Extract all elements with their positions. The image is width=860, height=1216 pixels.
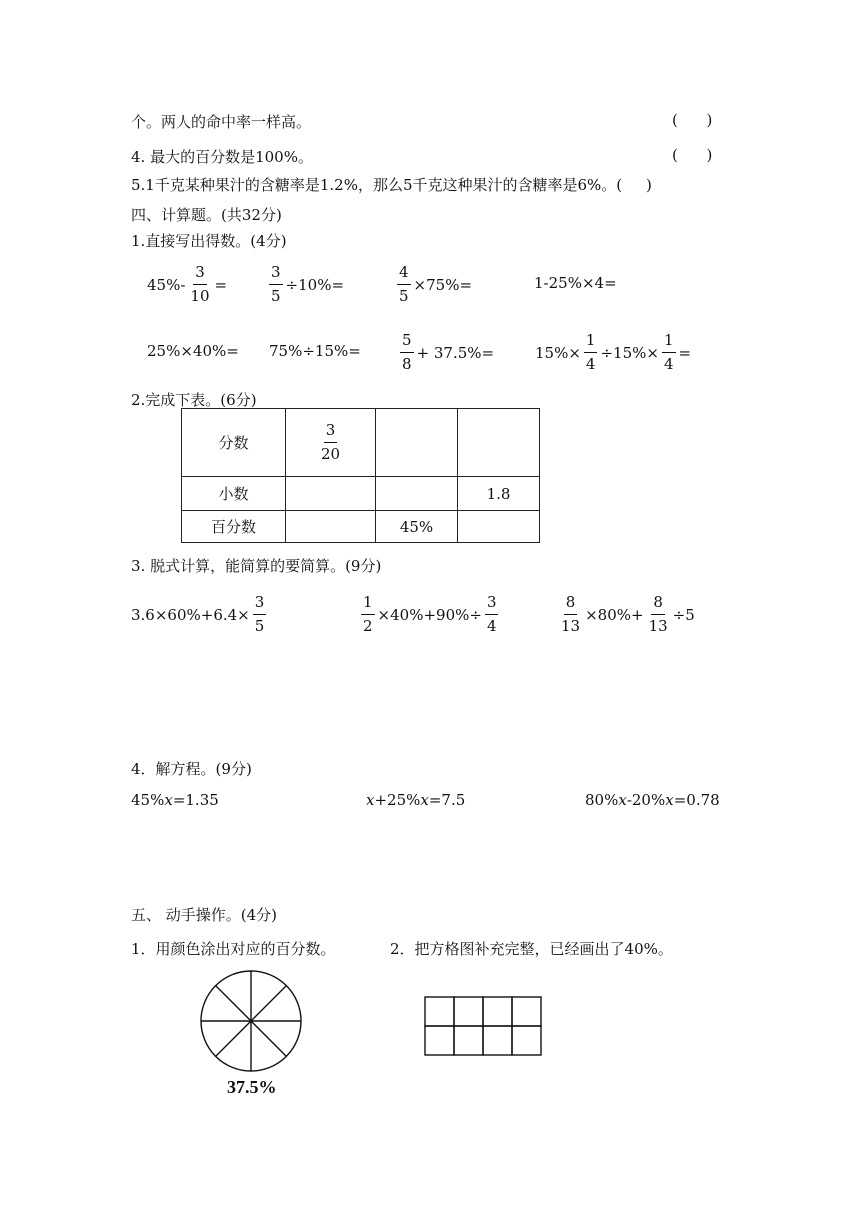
task-1: 1．用颜色涂出对应的百分数。 (131, 940, 336, 958)
grid-cell (454, 1026, 483, 1055)
q1-item-6: 75%÷15%= (269, 342, 361, 360)
q1-item-7: $\frac{5}{8}$ + 37.5%= (402, 331, 495, 374)
judgement-line-3-tail: 个。两人的命中率一样高。 (131, 113, 312, 131)
q4-title: 4．解方程。(9分) (131, 760, 252, 778)
cell-blank[interactable] (286, 477, 376, 511)
q1-title: 1.直接写出得数。(4分) (131, 232, 287, 250)
fraction: $\frac{3}{10}$ (190, 263, 210, 306)
q1-item-8: 15%× $\frac{1}{4}$ ÷15%× $\frac{1}{4}$ = (535, 331, 692, 374)
grid-cell (512, 997, 541, 1026)
fraction: $\frac{8}{13}$ (561, 593, 581, 636)
grid-cell (425, 1026, 454, 1055)
q1-item-4: 1-25%×4= (534, 274, 617, 292)
grid-cell (425, 997, 454, 1026)
fraction: $\frac{1}{4}$ (663, 331, 674, 374)
answer-paren-3[interactable]: ( ) (672, 111, 713, 129)
q1-item-3: $\frac{4}{5}$ ×75%= (399, 263, 473, 306)
fraction: $\frac{5}{8}$ (402, 331, 412, 374)
fraction: $\frac{3}{5}$ (254, 593, 265, 636)
section5-heading: 五、 动手操作。(4分) (131, 906, 278, 924)
cell-blank[interactable] (376, 409, 458, 477)
judgement-line-5: 5.1千克某种果汁的含糖率是1.2%，那么5千克这种果汁的含糖率是6%。( ) (131, 176, 652, 194)
fraction: $\frac{1}{2}$ (363, 593, 373, 636)
grid-cell (483, 997, 512, 1026)
cell-blank[interactable] (376, 477, 458, 511)
fraction: $\frac{1}{4}$ (585, 331, 596, 374)
row-label-fraction: 分数 (182, 409, 286, 477)
grid-cell (454, 997, 483, 1026)
fraction: $\frac{3}{4}$ (486, 593, 497, 636)
cell-fraction-given (286, 409, 376, 477)
cell-percent-given: 45% (376, 511, 458, 543)
q3-expression-2: $\frac{1}{2}$ ×40%+90%÷ $\frac{3}{4}$ (363, 593, 497, 636)
pie-circle[interactable] (196, 966, 306, 1076)
cell-blank[interactable] (286, 511, 376, 543)
grid-cell (512, 1026, 541, 1055)
task-2: 2．把方格图补充完整，已经画出了40%。 (390, 940, 673, 958)
section4-heading: 四、计算题。(共32分) (131, 206, 282, 224)
judgement-line-4: 4. 最大的百分数是100%。 (131, 148, 313, 166)
cell-blank[interactable] (458, 409, 540, 477)
fraction: $\frac{3}{20}$ (320, 420, 341, 463)
fraction: $\frac{8}{13}$ (648, 593, 668, 636)
conversion-table (181, 408, 540, 543)
q1-item-2: $\frac{3}{5}$ ÷10%= (271, 263, 345, 306)
circle-percent-label: 37.5% (227, 1077, 277, 1097)
grid-cell (483, 1026, 512, 1055)
q1-item-5: 25%×40%= (147, 342, 239, 360)
square-grid[interactable] (424, 996, 544, 1056)
row-label-decimal: 小数 (182, 477, 286, 511)
equation-2: x+25%x=7.5 (366, 791, 466, 809)
equation-1: 45%x=1.35 (131, 791, 219, 809)
answer-paren-4[interactable]: ( ) (672, 146, 713, 164)
q3-title: 3. 脱式计算，能简算的要简算。(9分) (131, 557, 382, 575)
cell-decimal-given: 1.8 (458, 477, 540, 511)
equation-3: 80%x-20%x=0.78 (585, 791, 720, 809)
q1-item-1: 45%- $\frac{3}{10}$ = (147, 263, 228, 306)
row-label-percent: 百分数 (182, 511, 286, 543)
fraction: $\frac{4}{5}$ (399, 263, 409, 306)
q2-title: 2.完成下表。(6分) (131, 391, 257, 409)
fraction: $\frac{3}{5}$ (271, 263, 281, 306)
q3-expression-1: 3.6×60%+6.4× $\frac{3}{5}$ (131, 593, 265, 636)
cell-blank[interactable] (458, 511, 540, 543)
q3-expression-3: $\frac{8}{13}$ ×80%+ $\frac{8}{13}$ ÷5 (561, 593, 695, 636)
